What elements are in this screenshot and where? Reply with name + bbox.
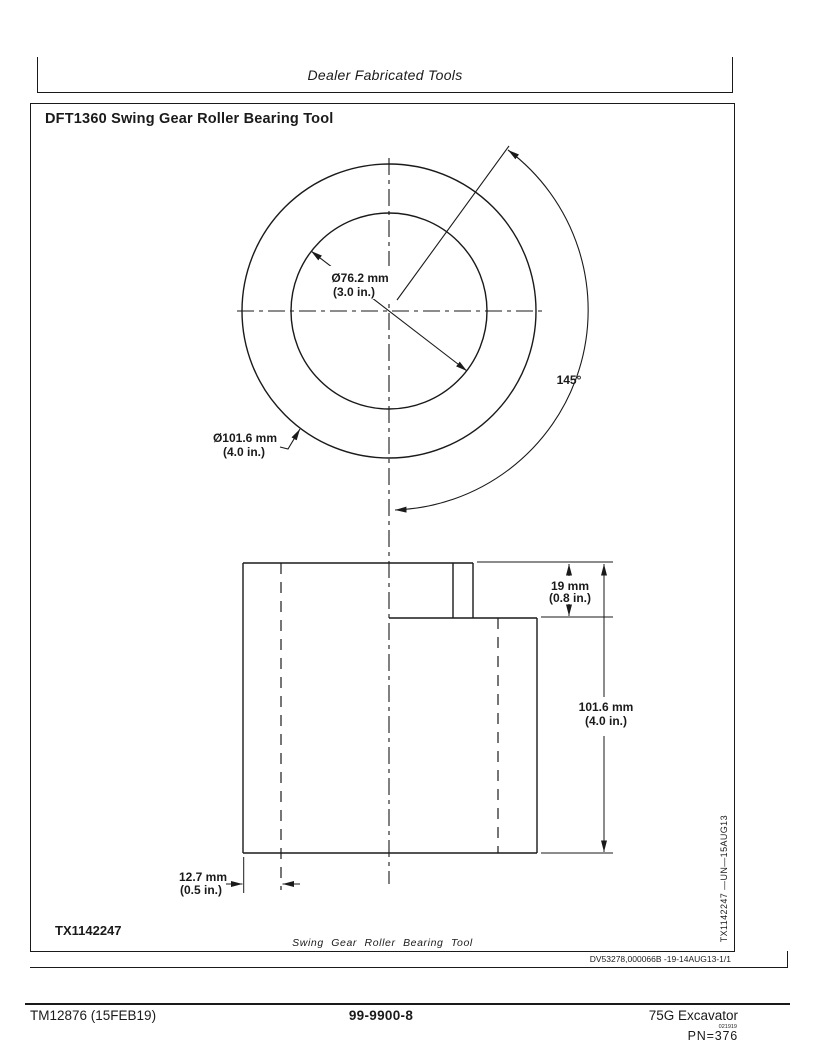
print-code: 021919 [718, 1024, 737, 1030]
page-header-box [37, 57, 733, 93]
section-title: Dealer Fabricated Tools [307, 66, 463, 83]
footer-rule [25, 1003, 790, 1005]
extension-lines [243, 562, 612, 893]
wall-thickness-imperial: (0.5 in.) [179, 882, 222, 897]
step-height-metric: 19 mm [550, 578, 589, 593]
outer-diameter-leader [280, 429, 300, 449]
image-id-label: TX1142247 [55, 923, 122, 938]
figure-box [30, 103, 735, 952]
section-divider-rule [30, 951, 788, 968]
overall-height-metric: 101.6 mm [578, 699, 633, 714]
angle-arc [395, 150, 588, 510]
inner-diameter-metric: Ø76.2 mm [330, 270, 389, 285]
manual-number: TM12876 (15FEB19) [30, 1008, 157, 1023]
figure-caption: Swing Gear Roller Bearing Tool [292, 937, 473, 949]
page-number: 99-9900-8 [348, 1008, 414, 1023]
model-name: 75G Excavator [648, 1008, 738, 1023]
side-view-outline [243, 563, 537, 853]
technical-drawing [30, 103, 735, 952]
angle-label: 145° [556, 372, 581, 387]
wall-thickness-metric: 12.7 mm [178, 869, 227, 884]
part-number: PN=376 [687, 1029, 738, 1043]
figure-heading: DFT1360 Swing Gear Roller Bearing Tool [45, 111, 334, 127]
top-view [212, 146, 587, 884]
inner-diameter-imperial: (3.0 in.) [332, 284, 375, 299]
overall-height-imperial: (4.0 in.) [584, 713, 627, 728]
outer-diameter-imperial: (4.0 in.) [222, 444, 265, 459]
step-height-imperial: (0.8 in.) [548, 590, 591, 605]
side-view [178, 562, 632, 897]
image-id-vertical: TX1142247 —UN—15AUG13 [719, 814, 729, 942]
outer-diameter-metric: Ø101.6 mm [212, 430, 277, 445]
angle-reference-line [397, 146, 509, 300]
control-number: DV53278,000066B -19-14AUG13-1/1 [589, 954, 731, 964]
